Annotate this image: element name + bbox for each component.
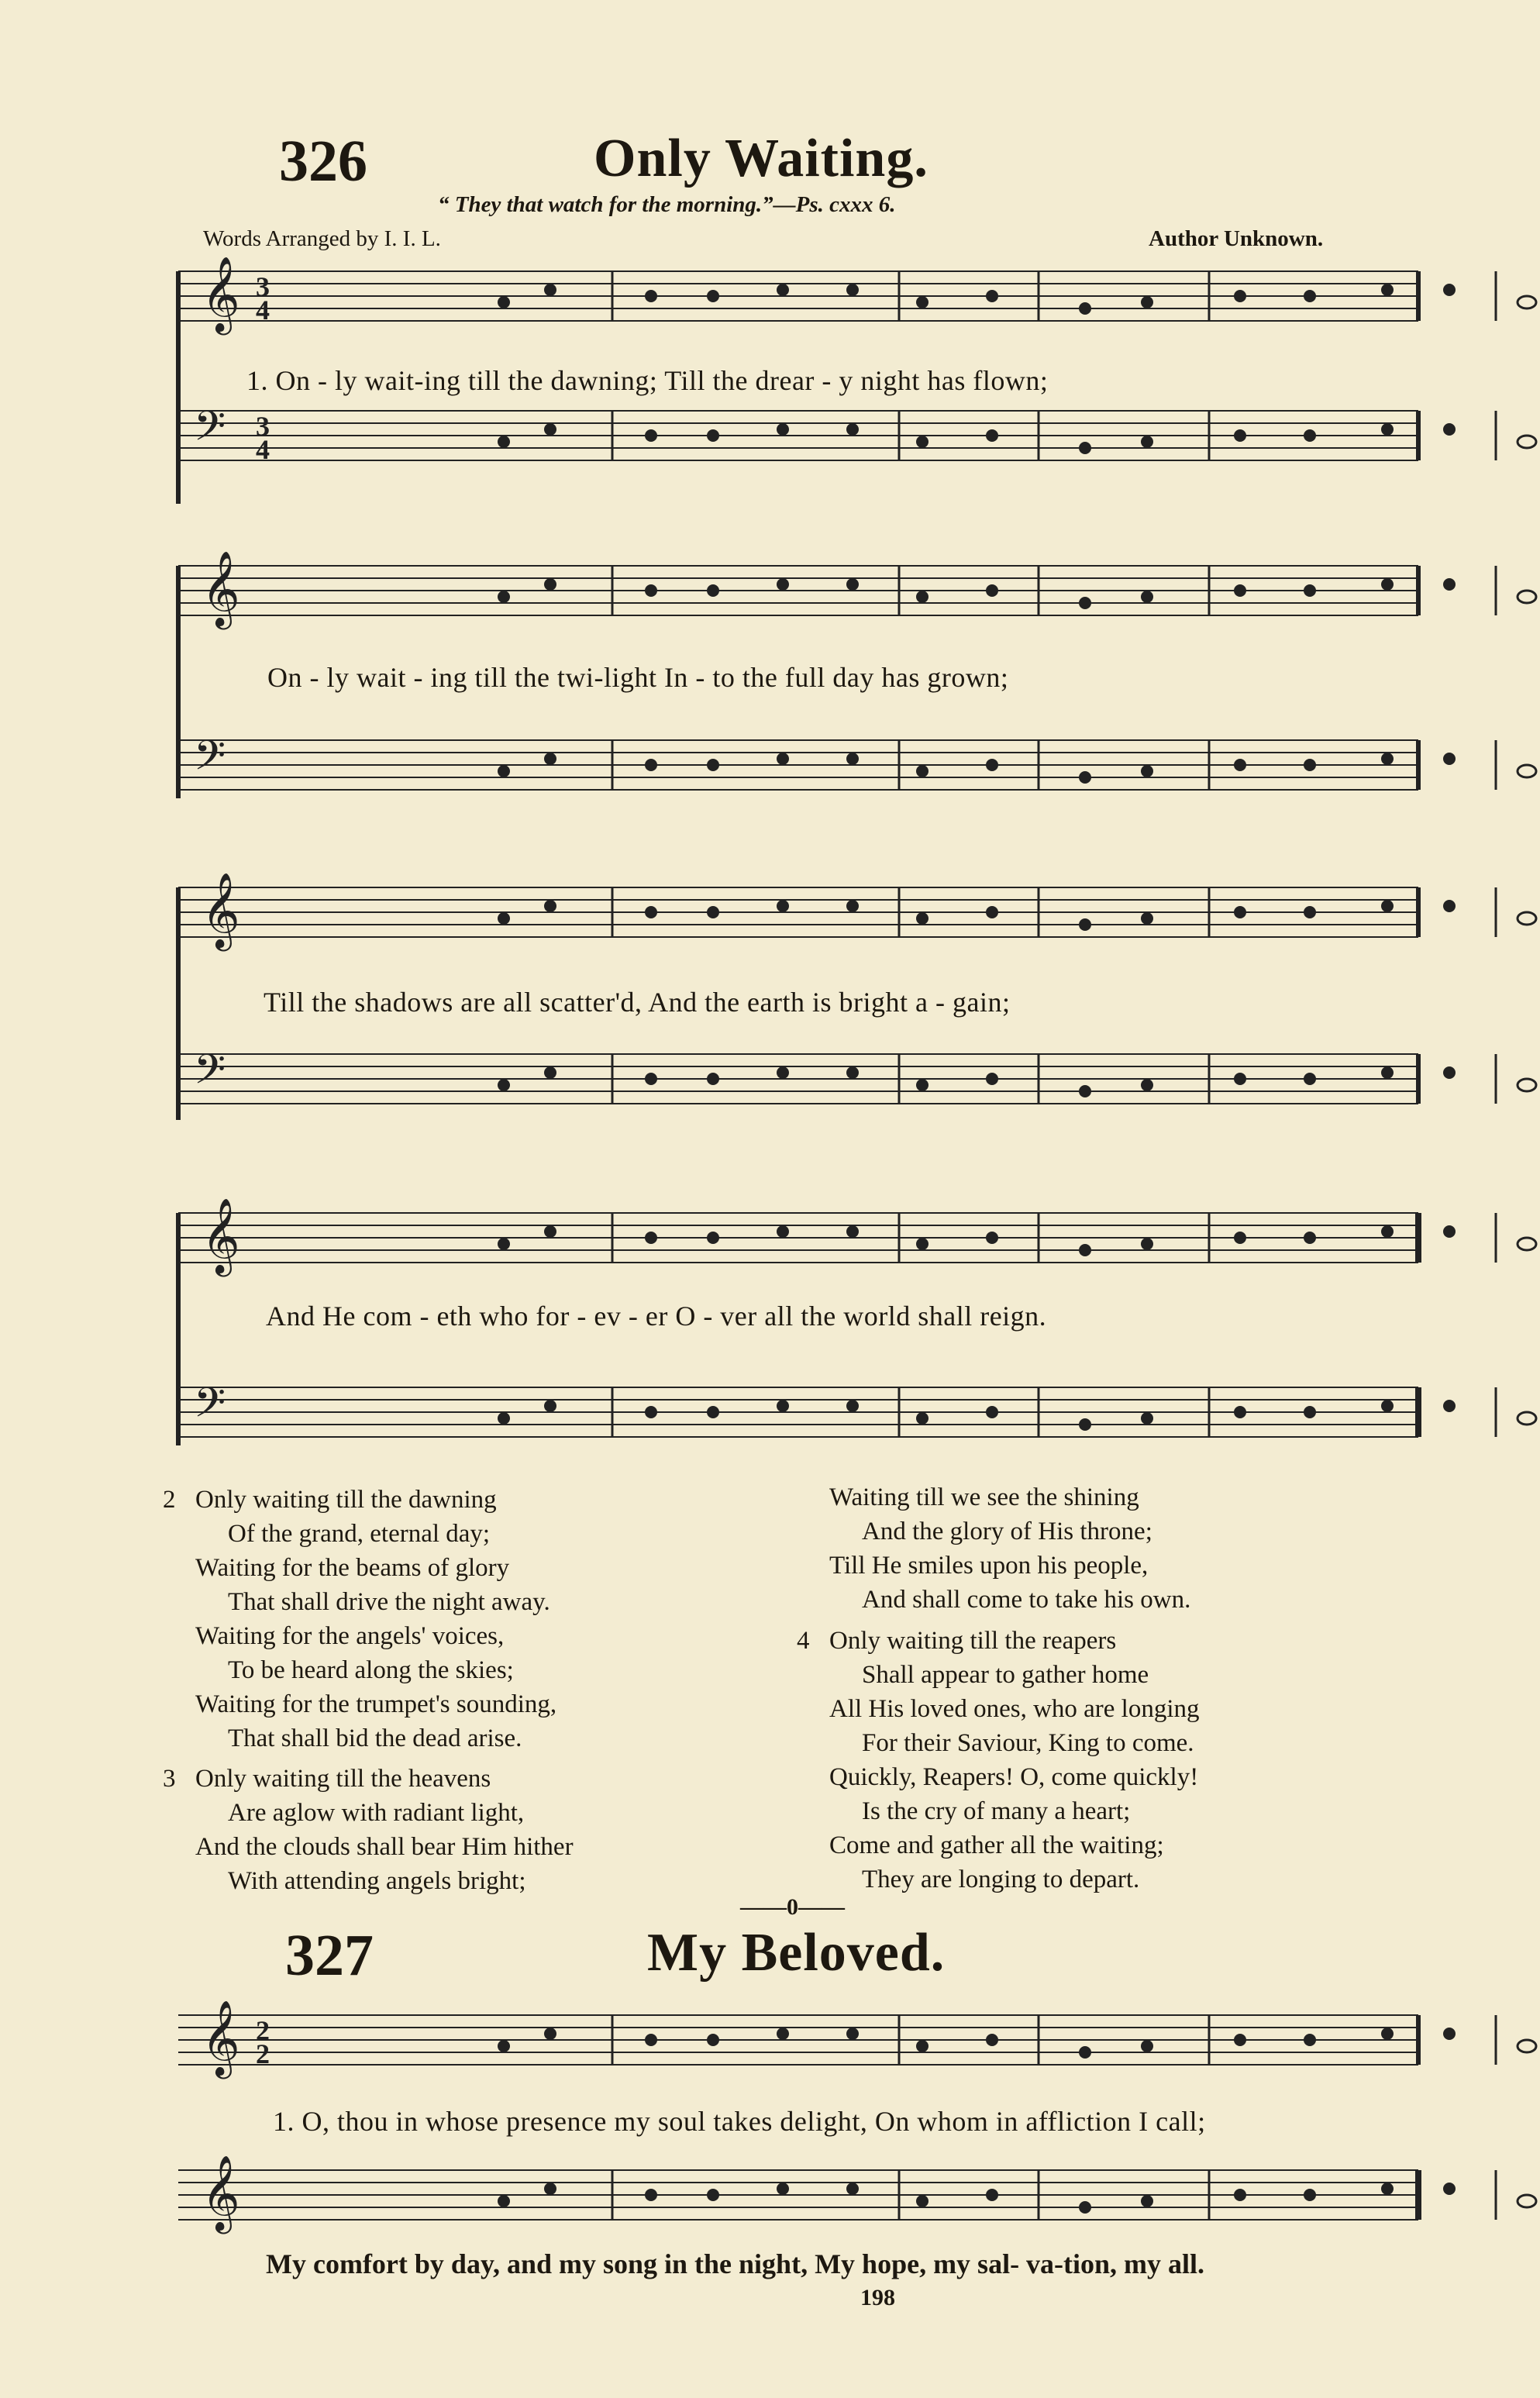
- verse-line: And the clouds shall bear Him hither: [195, 1833, 574, 1861]
- verse-3: [163, 1762, 574, 1898]
- svg-text:𝄢: 𝄢: [194, 732, 226, 790]
- verse-line: Till He smiles upon his people,: [829, 1552, 1149, 1580]
- svg-text:𝄢: 𝄢: [194, 1046, 226, 1104]
- verse-line: Only waiting till the dawning: [195, 1486, 497, 1514]
- verse-line: To be heard along the skies;: [228, 1656, 514, 1684]
- svg-text:𝄞: 𝄞: [202, 256, 240, 332]
- verse-line: Shall appear to gather home: [862, 1661, 1149, 1689]
- verse-line: Only waiting till the heavens: [195, 1765, 491, 1793]
- svg-text:𝄞: 𝄞: [202, 2000, 240, 2076]
- lyric-327-line-2: My comfort by day, and my song in the night, My hope, my sal- va-tion, my all.: [266, 2248, 1205, 2279]
- svg-text:3: 3: [256, 411, 270, 442]
- hymn-number-326: 326: [279, 129, 367, 194]
- verse-4: [797, 1624, 1200, 1897]
- verse-line: Come and gather all the waiting;: [829, 1831, 1164, 1859]
- verse-line: With attending angels bright;: [228, 1867, 526, 1895]
- hymn-title-327: My Beloved.: [647, 1923, 946, 1983]
- svg-text:2: 2: [256, 2015, 270, 2046]
- svg-text:𝄞: 𝄞: [202, 872, 240, 948]
- verse-line: Are aglow with radiant light,: [228, 1799, 525, 1827]
- svg-text:3: 3: [256, 271, 270, 302]
- epigraph: “ They that watch for the morning.”—Ps. cxxx 6.: [438, 192, 896, 217]
- lyric-line-4: And He com - eth who for - ev - er O - ver all the world shall reign.: [266, 1301, 1047, 1332]
- verse-line: Quickly, Reapers! O, come quickly!: [829, 1763, 1199, 1791]
- verse-3-continued: [829, 1480, 1190, 1617]
- lyric-line-2: On - ly wait - ing till the twi-light In - to the full day has grown;: [267, 662, 1009, 693]
- verse-number: 4: [797, 1627, 810, 1655]
- verse-2: [163, 1483, 557, 1755]
- verse-line: Of the grand, eternal day;: [228, 1520, 491, 1548]
- svg-text:2: 2: [256, 2038, 270, 2069]
- svg-text:𝄢: 𝄢: [194, 1380, 226, 1437]
- verse-line: That shall bid the dead arise.: [228, 1724, 522, 1752]
- lyric-327-line-1: 1. O, thou in whose presence my soul takes delight, On whom in affliction I call;: [273, 2106, 1206, 2137]
- lyric-line-1: 1. On - ly wait-ing till the dawning; Till the drear - y night has flown;: [246, 365, 1049, 396]
- svg-text:𝄢: 𝄢: [194, 403, 226, 460]
- verse-line: For their Saviour, King to come.: [862, 1729, 1194, 1757]
- verse-line: Waiting for the angels' voices,: [195, 1622, 505, 1650]
- hymn-title-326: Only Waiting.: [594, 129, 928, 188]
- svg-text:𝄞: 𝄞: [202, 1197, 240, 1273]
- verse-line: Waiting for the trumpet's sounding,: [195, 1690, 557, 1718]
- lyric-line-3: Till the shadows are all scatter'd, And the earth is bright a - gain;: [264, 987, 1011, 1018]
- verse-line: All His loved ones, who are longing: [829, 1695, 1200, 1723]
- verse-line: Is the cry of many a heart;: [862, 1797, 1131, 1825]
- svg-text:𝄞: 𝄞: [202, 550, 240, 626]
- words-credit: Words Arranged by I. I. L.: [203, 226, 441, 251]
- verse-line: And shall come to take his own.: [862, 1586, 1191, 1614]
- svg-text:4: 4: [256, 434, 270, 465]
- svg-text:𝄞: 𝄞: [202, 2155, 240, 2231]
- hymn-separator: ——0——: [740, 1894, 845, 1920]
- verse-line: Only waiting till the reapers: [829, 1627, 1117, 1655]
- verse-number: 2: [163, 1486, 176, 1514]
- verse-line: That shall drive the night away.: [228, 1588, 550, 1616]
- music-credit: Author Unknown.: [1149, 226, 1324, 251]
- verse-number: 3: [163, 1765, 176, 1793]
- verse-line: Waiting till we see the shining: [829, 1483, 1139, 1511]
- verse-line: They are longing to depart.: [862, 1866, 1140, 1893]
- hymn-number-327: 327: [285, 1923, 374, 1988]
- page-number: 198: [860, 2285, 895, 2310]
- verse-line: Waiting for the beams of glory: [195, 1554, 510, 1582]
- svg-text:4: 4: [256, 295, 270, 326]
- verse-line: And the glory of His throne;: [862, 1518, 1152, 1545]
